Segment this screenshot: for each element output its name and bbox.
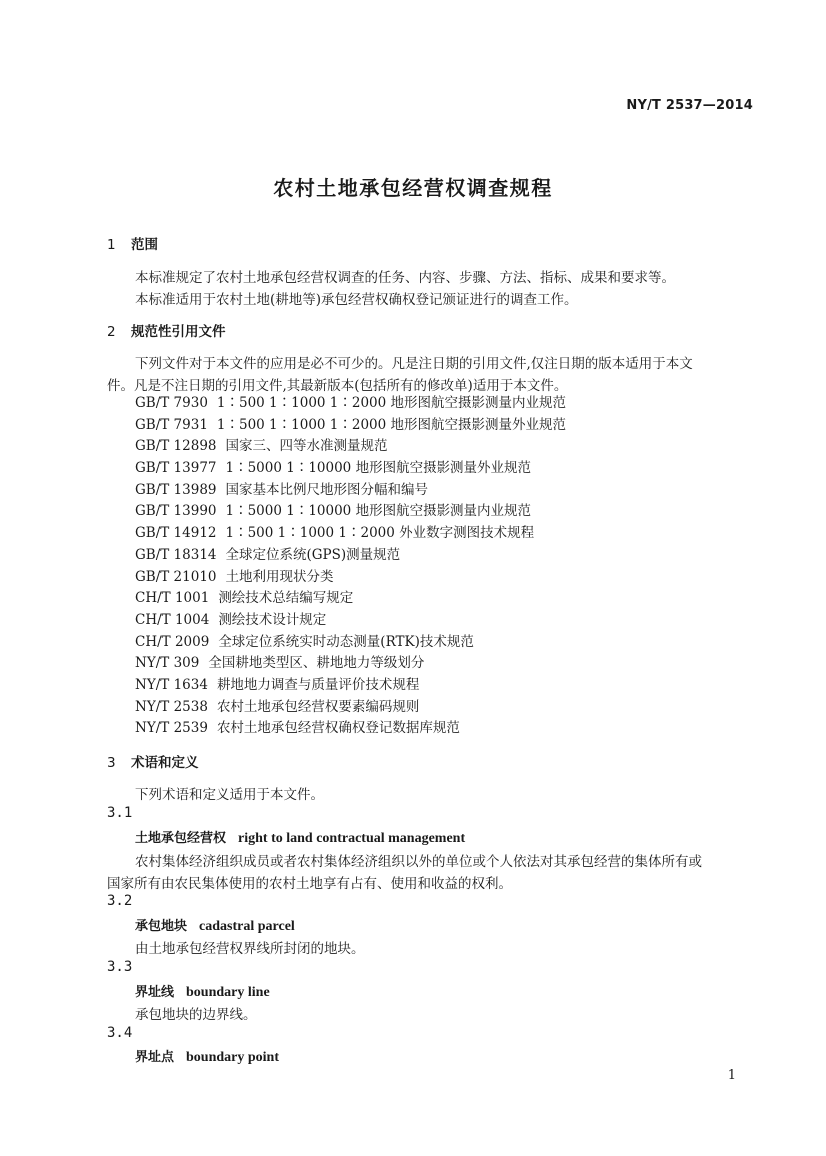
term-chinese-name: 界址点: [135, 1050, 175, 1065]
reference-title: 测绘技术设计规定: [218, 611, 327, 628]
reference-code: GB/T 14912: [135, 525, 217, 542]
reference-code: NY/T 2539: [135, 720, 208, 737]
reference-title: 全球定位系统(GPS)测量规范: [225, 546, 401, 563]
term-definition-line-1: 承包地块的边界线。: [135, 1007, 257, 1023]
normative-reference-list: [135, 393, 566, 740]
term-number: 3.2: [107, 893, 133, 909]
reference-title: 土地利用现状分类: [225, 568, 334, 585]
reference-code: GB/T 12898: [135, 438, 217, 455]
reference-title: 全国耕地类型区、耕地地力等级划分: [208, 655, 425, 672]
term-definition-line-1: 农村集体经济组织成员或者农村集体经济组织以外的单位或个人依法对其承包经营的集体所有或: [135, 854, 702, 870]
reference-item: [135, 393, 566, 415]
term-chinese-name: 土地承包经营权: [135, 831, 227, 846]
reference-item: [135, 653, 566, 675]
reference-item: [135, 675, 566, 697]
term-definition-line-2: 国家所有由农民集体使用的农村土地享有占有、使用和收益的权利。: [107, 876, 512, 892]
reference-title: 1∶5000 1∶10000 地形图航空摄影测量外业规范: [225, 460, 532, 477]
reference-item: [135, 632, 566, 654]
section-2-title: 规范性引用文件: [131, 324, 226, 340]
reference-item: [135, 697, 566, 719]
section-2-number: 2: [107, 324, 116, 340]
term-number: 3.4: [107, 1025, 133, 1041]
references-intro-line-2: 件。凡是不注日期的引用文件,其最新版本(包括所有的修改单)适用于本文件。: [107, 378, 568, 394]
reference-item: [135, 458, 566, 480]
term-heading: [135, 1046, 279, 1066]
section-1-title: 范围: [131, 237, 158, 253]
reference-code: GB/T 18314: [135, 546, 217, 563]
reference-title: 1∶500 1∶1000 1∶2000 外业数字测图技术规程: [225, 525, 535, 542]
section-3-heading: [107, 751, 199, 771]
reference-item: [135, 718, 566, 740]
references-intro-line-1: 下列文件对于本文件的应用是必不可少的。凡是注日期的引用文件,仅注日期的版本适用于本文: [135, 356, 693, 372]
term-english-name: cadastral parcel: [199, 919, 295, 934]
section-3-number: 3: [107, 755, 116, 771]
reference-code: NY/T 2538: [135, 698, 208, 715]
term-chinese-name: 承包地块: [135, 919, 188, 934]
reference-item: [135, 523, 566, 545]
reference-title: 1∶5000 1∶10000 地形图航空摄影测量内业规范: [225, 503, 532, 520]
terms-intro: 下列术语和定义适用于本文件。: [135, 787, 324, 803]
term-english-name: boundary point: [186, 1050, 279, 1065]
reference-code: CH/T 2009: [135, 633, 210, 650]
reference-title: 1∶500 1∶1000 1∶2000 地形图航空摄影测量内业规范: [216, 395, 567, 411]
reference-item: [135, 588, 566, 610]
reference-code: GB/T 7930: [135, 395, 208, 411]
reference-item: [135, 545, 566, 567]
reference-code: NY/T 1634: [135, 676, 208, 693]
term-chinese-name: 界址线: [135, 985, 175, 1000]
reference-item: [135, 501, 566, 523]
reference-title: 测绘技术总结编写规定: [218, 590, 354, 607]
scope-paragraph-2: 本标准适用于农村土地(耕地等)承包经营权确权登记颁证进行的调查工作。: [135, 292, 578, 308]
reference-title: 国家基本比例尺地形图分幅和编号: [225, 481, 428, 498]
reference-code: GB/T 13977: [135, 460, 217, 477]
reference-code: GB/T 21010: [135, 568, 217, 585]
reference-item: [135, 610, 566, 632]
reference-code: CH/T 1001: [135, 590, 210, 607]
scope-paragraph-1: 本标准规定了农村土地承包经营权调查的任务、内容、步骤、方法、指标、成果和要求等。: [135, 270, 675, 286]
term-english-name: boundary line: [186, 985, 270, 1000]
reference-code: GB/T 7931: [135, 416, 208, 433]
section-2-heading: [107, 320, 226, 340]
section-1-heading: [107, 233, 158, 253]
reference-item: [135, 480, 566, 502]
term-definition-line-1: 由土地承包经营权界线所封闭的地块。: [135, 941, 365, 957]
term-number: 3.1: [107, 805, 133, 821]
term-english-name: right to land contractual management: [238, 831, 466, 846]
section-3-title: 术语和定义: [131, 755, 199, 771]
reference-title: 耕地地力调查与质量评价技术规程: [216, 676, 420, 693]
reference-code: GB/T 13989: [135, 481, 217, 498]
reference-title: 农村土地承包经营权要素编码规则: [216, 698, 420, 715]
reference-item: [135, 415, 566, 437]
reference-title: 国家三、四等水准测量规范: [225, 438, 388, 455]
reference-title: 全球定位系统实时动态测量(RTK)技术规范: [218, 633, 474, 650]
term-heading: [135, 827, 465, 847]
reference-item: [135, 436, 566, 458]
page-number: 1: [727, 1068, 736, 1083]
reference-code: NY/T 309: [135, 655, 200, 672]
reference-title: 农村土地承包经营权确权登记数据库规范: [216, 720, 460, 737]
reference-title: 1∶500 1∶1000 1∶2000 地形图航空摄影测量外业规范: [216, 416, 567, 433]
term-heading: [135, 915, 295, 935]
term-heading: [135, 981, 270, 1001]
term-number: 3.3: [107, 959, 133, 975]
reference-code: CH/T 1004: [135, 611, 210, 628]
section-1-number: 1: [107, 237, 116, 253]
reference-item: [135, 567, 566, 589]
document-title: 农村土地承包经营权调查规程: [273, 176, 553, 200]
reference-code: GB/T 13990: [135, 503, 217, 520]
standard-number: NY/T 2537—2014: [626, 98, 753, 113]
